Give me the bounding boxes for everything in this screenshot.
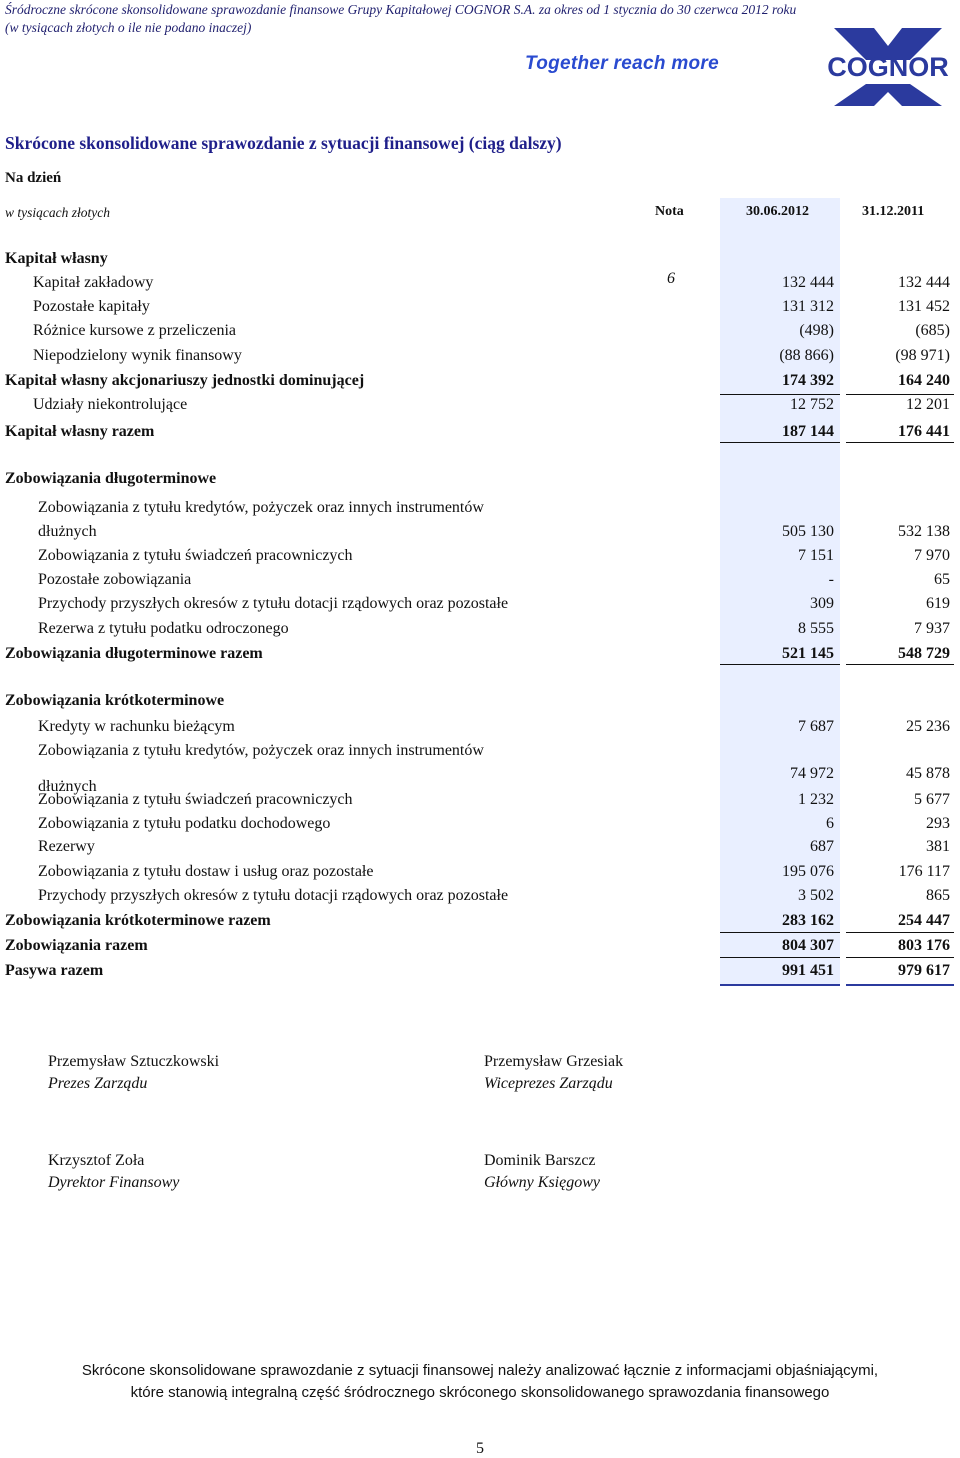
row-label: Zobowiązania razem xyxy=(5,937,148,954)
value-2012: 132 444 xyxy=(782,274,834,291)
signature-block xyxy=(48,1150,179,1194)
page-title: Skrócone skonsolidowane sprawozdanie z sytuacji finansowej (ciąg dalszy) xyxy=(5,133,562,153)
row-label: Rezerwa z tytułu podatku odroczonego xyxy=(38,620,289,637)
value-2011: 164 240 xyxy=(898,372,950,389)
value-2012: 6 xyxy=(826,815,834,832)
value-2011: 532 138 xyxy=(898,523,950,540)
row-label: Udziały niekontrolujące xyxy=(33,396,188,413)
value-2011: 619 xyxy=(926,595,950,612)
double-rule xyxy=(846,984,954,986)
table-row xyxy=(0,788,960,812)
row-label: Zobowiązania z tytułu kredytów, pożyczek oraz innych instrumentów xyxy=(38,499,484,516)
row-label: Zobowiązania długoterminowe xyxy=(5,470,217,487)
table-row xyxy=(0,520,960,544)
value-2011: 176 441 xyxy=(898,423,950,440)
value-2012: 7 687 xyxy=(798,718,834,735)
value-2012: 12 752 xyxy=(790,396,834,413)
signature-block xyxy=(484,1150,600,1194)
value-2011: 865 xyxy=(926,887,950,904)
table-row xyxy=(0,812,960,836)
row-label: Zobowiązania długoterminowe razem xyxy=(5,645,263,662)
rule xyxy=(720,442,840,443)
table-row xyxy=(0,835,960,859)
signatory-name: Dominik Barszcz xyxy=(484,1152,596,1169)
rule xyxy=(720,932,840,933)
row-label: Kapitał zakładowy xyxy=(33,274,154,291)
value-2012: (498) xyxy=(799,322,834,339)
logo-text: COGNOR xyxy=(827,52,949,82)
row-label: Przychody przyszłych okresów z tytułu dotacji rządowych oraz pozostałe xyxy=(38,595,509,612)
tagline: Together reach more xyxy=(525,53,719,74)
signatory-name: Przemysław Sztuczkowski xyxy=(48,1053,220,1070)
row-label: Kredyty w rachunku bieżącym xyxy=(38,718,235,735)
row-label: Różnice kursowe z przeliczenia xyxy=(33,322,237,339)
row-label: Zobowiązania z tytułu świadczeń pracowniczych xyxy=(38,791,353,808)
value-2011: 65 xyxy=(934,571,950,588)
double-rule xyxy=(720,984,840,986)
signatory-role: Prezes Zarządu xyxy=(48,1075,148,1092)
signatory-name: Krzysztof Zoła xyxy=(48,1152,145,1169)
row-label: dłużnych xyxy=(38,778,97,795)
value-2011: 5 677 xyxy=(914,791,950,808)
value-2011: 12 201 xyxy=(906,396,950,413)
table-row xyxy=(0,909,960,933)
value-2011: 293 xyxy=(926,815,950,832)
value-2012: 283 162 xyxy=(782,912,834,929)
rule xyxy=(846,442,954,443)
note-ref: 6 xyxy=(667,270,675,287)
value-2011: 254 447 xyxy=(898,912,950,929)
value-2011: 381 xyxy=(926,838,950,855)
value-2012: (88 866) xyxy=(779,347,834,364)
value-2012: 74 972 xyxy=(790,765,834,782)
rule xyxy=(720,957,840,958)
table-row xyxy=(0,739,960,763)
footer-note xyxy=(0,1360,960,1404)
company-logo xyxy=(818,26,958,110)
rule xyxy=(846,664,954,665)
row-label: Zobowiązania z tytułu kredytów, pożyczek oraz innych instrumentów xyxy=(38,742,484,759)
value-2012: 1 232 xyxy=(798,791,834,808)
value-2012: 8 555 xyxy=(798,620,834,637)
value-2012: 804 307 xyxy=(782,937,834,954)
value-2011: 131 452 xyxy=(898,298,950,315)
rule xyxy=(720,664,840,665)
column-header-2011: 31.12.2011 xyxy=(862,204,925,219)
note-column-header: Nota xyxy=(655,204,684,219)
row-label: Pasywa razem xyxy=(5,962,104,979)
value-2012: 174 392 xyxy=(782,372,834,389)
value-2012: 991 451 xyxy=(782,962,834,979)
table-row xyxy=(0,467,960,491)
table-row xyxy=(0,295,960,319)
value-2012: 7 151 xyxy=(798,547,834,564)
value-2011: 176 117 xyxy=(898,863,950,880)
value-2011: 7 970 xyxy=(914,547,950,564)
value-2011: (685) xyxy=(915,322,950,339)
row-label: Kapitał własny xyxy=(5,250,108,267)
rule xyxy=(846,394,954,395)
row-label: Niepodzielony wynik finansowy xyxy=(33,347,242,364)
column-header-2012: 30.06.2012 xyxy=(746,204,809,219)
signature-block xyxy=(484,1051,623,1095)
signature-block xyxy=(48,1051,219,1095)
signatory-name: Przemysław Grzesiak xyxy=(484,1053,624,1070)
value-2011: 25 236 xyxy=(906,718,950,735)
value-2011: 803 176 xyxy=(898,937,950,954)
row-label: dłużnych xyxy=(38,523,97,540)
value-2011: (98 971) xyxy=(895,347,950,364)
value-2012: 521 145 xyxy=(782,645,834,662)
table-row xyxy=(0,393,960,417)
table-row xyxy=(0,420,960,444)
footer-line2: które stanowią integralną część śródrocznego skróconego skonsolidowanego sprawozdania finansowego xyxy=(130,1384,830,1401)
row-label: Pozostałe kapitały xyxy=(33,298,150,315)
report-header-line1: Śródroczne skrócone skonsolidowane sprawozdanie finansowe Grupy Kapitałowej COGNOR S.A. za okres od 1 stycznia do 30 czerwca 2012 roku xyxy=(5,2,797,17)
value-2012: 687 xyxy=(810,838,834,855)
value-2012: 195 076 xyxy=(782,863,834,880)
table-row xyxy=(0,319,960,343)
report-header-line2: (w tysiącach złotych o ile nie podano inaczej) xyxy=(5,20,252,35)
table-row xyxy=(0,496,960,520)
row-label: Zobowiązania krótkoterminowe xyxy=(5,692,225,709)
row-label: Zobowiązania z tytułu dostaw i usług oraz pozostałe xyxy=(38,863,374,880)
value-2011: 7 937 xyxy=(914,620,950,637)
rule xyxy=(846,957,954,958)
table-row xyxy=(0,568,960,592)
row-label: Rezerwy xyxy=(38,838,95,855)
rule xyxy=(720,394,840,395)
table-row xyxy=(0,715,960,739)
value-2012: 309 xyxy=(810,595,834,612)
row-label: Zobowiązania z tytułu świadczeń pracowniczych xyxy=(38,547,353,564)
table-row xyxy=(0,592,960,616)
table-row xyxy=(0,369,960,393)
table-row xyxy=(0,689,960,713)
row-label: Zobowiązania z tytułu podatku dochodowego xyxy=(38,815,331,832)
value-2011: 45 878 xyxy=(906,765,950,782)
signatory-role: Wiceprezes Zarządu xyxy=(484,1075,613,1092)
row-label: Kapitał własny akcjonariuszy jednostki dominującej xyxy=(5,372,365,389)
value-2012: 3 502 xyxy=(798,887,834,904)
rule xyxy=(846,932,954,933)
value-2012: - xyxy=(828,571,834,588)
value-2011: 132 444 xyxy=(898,274,950,291)
row-label: Kapitał własny razem xyxy=(5,423,155,440)
logo-mark-icon xyxy=(818,26,958,110)
value-2011: 979 617 xyxy=(898,962,950,979)
table-row xyxy=(0,271,960,295)
row-label: Pozostałe zobowiązania xyxy=(38,571,192,588)
page-subtitle: Na dzień xyxy=(5,170,62,186)
value-2011: 548 729 xyxy=(898,645,950,662)
row-label: Przychody przyszłych okresów z tytułu dotacji rządowych oraz pozostałe xyxy=(38,887,509,904)
table-row xyxy=(0,344,960,368)
table-row xyxy=(0,642,960,666)
table-row xyxy=(0,617,960,641)
signatory-role: Główny Księgowy xyxy=(484,1174,600,1191)
table-row xyxy=(0,247,960,271)
row-label: Zobowiązania krótkoterminowe razem xyxy=(5,912,271,929)
table-row xyxy=(0,860,960,884)
value-2012: 187 144 xyxy=(782,423,834,440)
page-number: 5 xyxy=(476,1440,484,1457)
table-row xyxy=(0,959,960,983)
unit-label: w tysiącach złotych xyxy=(5,205,110,220)
value-2012: 505 130 xyxy=(782,523,834,540)
value-2012: 131 312 xyxy=(782,298,834,315)
table-row xyxy=(0,544,960,568)
table-row xyxy=(0,884,960,908)
table-row xyxy=(0,934,960,958)
signatory-role: Dyrektor Finansowy xyxy=(48,1174,180,1191)
footer-line1: Skrócone skonsolidowane sprawozdanie z sytuacji finansowej należy analizować łącznie z informacjami objaśniającymi, xyxy=(81,1362,879,1379)
